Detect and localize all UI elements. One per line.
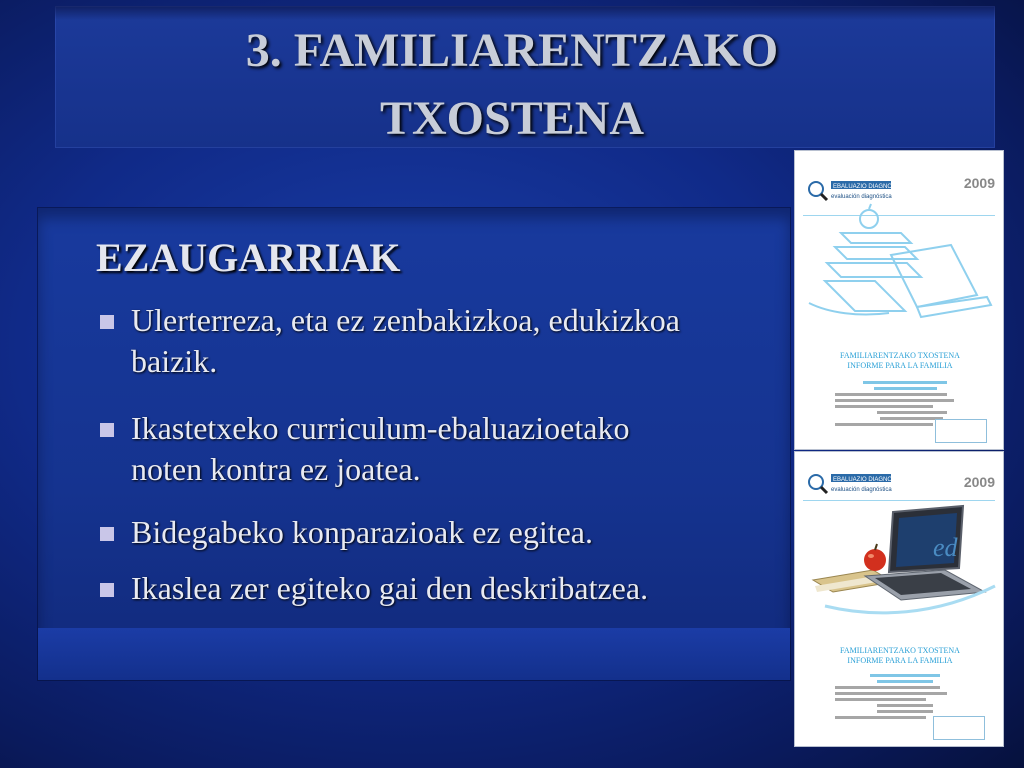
bullet-item-3 [100,512,593,553]
bullet-square-icon [100,315,114,329]
cover-1-logo-line-1: EBALUAZIO DIAGNOSTIKOA [833,184,915,190]
laptop-apple-icon [805,506,1000,616]
bullet-item-2 [100,408,629,490]
cover-2-logo-line-1: EBALUAZIO DIAGNOSTIKOA [833,477,915,483]
magnifier-logo-icon [807,179,915,203]
bullet-4-line-1: Ikaslea zer egiteko gai den deskribatzea. [131,570,649,606]
section-subheading: EZAUGARRIAK [96,235,401,280]
slide-title-line-1: 3. FAMILIARENTZAKO [245,24,779,77]
bullet-square-icon [100,423,114,437]
cover-2-info-lines [835,674,975,722]
cover-2-year: 2009 [963,474,995,490]
cover-2-rule [803,500,995,501]
bullet-2-line-1: Ikastetxeko curriculum-ebaluazioetako [131,410,630,446]
svg-text:ed: ed [933,533,958,562]
cover-2-title-line-1: FAMILIARENTZAKO TXOSTENA [840,646,960,655]
report-cover-1 [794,150,1004,450]
cover-1-title-line-2: INFORME PARA LA FAMILIA [847,361,953,370]
cover-1-year: 2009 [963,175,995,191]
bullet-square-icon [100,527,114,541]
cover-2-logo-line-2: evaluación diagnóstica [831,487,892,493]
books-laptop-outline-icon [805,203,995,333]
bullet-item-4 [100,568,648,609]
bullet-1-line-1: Ulerterreza, eta ez zenbakizkoa, edukizkoa [131,302,680,338]
report-cover-2 [794,451,1004,747]
cover-1-stamp-box [935,419,987,443]
bullet-3-line-1: Bidegabeko konparazioak ez egitea. [131,514,593,550]
cover-1-logo-line-2: evaluación diagnóstica [831,194,892,200]
slide-title-line-2: TXOSTENA [379,92,645,145]
cover-1-title-line-1: FAMILIARENTZAKO TXOSTENA [840,351,960,360]
cover-2-title-line-2: INFORME PARA LA FAMILIA [847,656,953,665]
bullet-2-line-2: noten kontra ez joatea. [131,451,421,487]
bullet-item-1 [100,300,680,382]
magnifier-logo-icon [807,472,915,496]
cover-2-stamp-box [933,716,985,740]
bullet-square-icon [100,583,114,597]
bullet-1-line-2: baizik. [131,343,218,379]
content-panel-bevel [38,628,790,680]
